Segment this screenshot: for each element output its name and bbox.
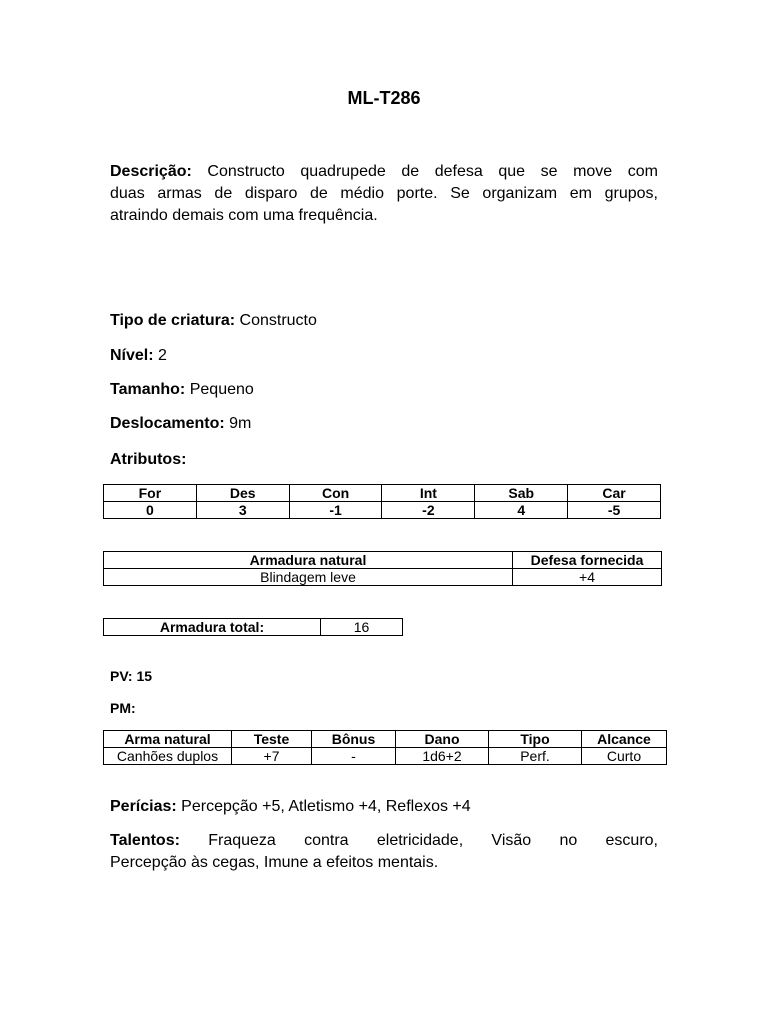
talents-label: Talentos: [110, 832, 180, 849]
mp-line [110, 697, 658, 719]
natural-armor-value: Blindagem leve [104, 569, 513, 586]
hp-line [110, 665, 658, 687]
weapon-header-test: Teste [232, 731, 312, 748]
talents-line-1 [110, 830, 658, 852]
defense-provided-value: +4 [513, 569, 662, 586]
natural-armor-row [104, 569, 662, 586]
mp-label: PM: [110, 700, 136, 716]
weapon-test: +7 [232, 748, 312, 765]
attr-value-int: -2 [382, 502, 475, 519]
description-line-1 [110, 161, 658, 183]
weapons-table [103, 730, 667, 765]
level-line [110, 345, 658, 367]
size-value: Pequeno [189, 381, 254, 398]
total-armor-label: Armadura total: [104, 619, 321, 636]
hp-value: 15 [136, 668, 153, 684]
natural-armor-header: Armadura natural [104, 552, 513, 569]
attr-header-con: Con [289, 485, 382, 502]
weapon-name: Canhões duplos [104, 748, 232, 765]
skills-label: Perícias: [110, 798, 177, 815]
hp-label: PV: [110, 668, 133, 684]
size-label: Tamanho: [110, 381, 186, 398]
attributes-label: Atributos: [110, 451, 187, 468]
movement-label: Deslocamento: [110, 415, 225, 432]
description-text-1: Constructo quadrupede de defesa que se move com [207, 163, 658, 180]
weapon-damage: 1d6+2 [396, 748, 489, 765]
level-label: Nível: [110, 347, 154, 364]
attributes-value-row [104, 502, 661, 519]
attr-header-car: Car [568, 485, 661, 502]
natural-armor-header-row [104, 552, 662, 569]
description-line-3: atraindo demais com uma frequência. [110, 207, 378, 224]
total-armor-row [104, 619, 403, 636]
weapon-header-damage: Dano [396, 731, 489, 748]
attr-value-con: -1 [289, 502, 382, 519]
attr-value-sab: 4 [475, 502, 568, 519]
description-label: Descrição: [110, 163, 192, 180]
attr-value-des: 3 [196, 502, 289, 519]
movement-line [110, 413, 658, 435]
level-value: 2 [158, 347, 167, 364]
weapon-range: Curto [582, 748, 667, 765]
talents-line-2: Percepção às cegas, Imune a efeitos mentais. [110, 854, 439, 871]
attr-header-for: For [104, 485, 197, 502]
weapon-header-natural: Arma natural [104, 731, 232, 748]
page-title: ML-T286 [347, 88, 421, 108]
attr-value-car: -5 [568, 502, 661, 519]
talents-text-1: Fraqueza contra eletricidade, Visão no escuro, [208, 832, 659, 849]
attr-header-sab: Sab [475, 485, 568, 502]
weapon-bonus: - [312, 748, 396, 765]
weapons-header-row [104, 731, 667, 748]
attributes-header-row [104, 485, 661, 502]
skills-line [110, 796, 658, 818]
creature-type-line [110, 310, 658, 332]
weapon-type: Perf. [489, 748, 582, 765]
skills-value: Percepção +5, Atletismo +4, Reflexos +4 [181, 798, 471, 815]
talents-paragraph [110, 830, 658, 874]
attributes-table [103, 484, 661, 519]
creature-type-value: Constructo [239, 312, 317, 329]
defense-provided-header: Defesa fornecida [513, 552, 662, 569]
attr-value-for: 0 [104, 502, 197, 519]
weapon-header-range: Alcance [582, 731, 667, 748]
description-line-2: duas armas de disparo de médio porte. Se organizam em grupos, [110, 185, 658, 202]
movement-value: 9m [229, 415, 252, 432]
size-line [110, 379, 658, 401]
natural-armor-table [103, 551, 662, 586]
creature-type-label: Tipo de criatura: [110, 312, 236, 329]
description-paragraph [110, 161, 658, 227]
total-armor-value: 16 [321, 619, 403, 636]
attr-header-int: Int [382, 485, 475, 502]
weapon-header-bonus: Bônus [312, 731, 396, 748]
attr-header-des: Des [196, 485, 289, 502]
weapons-row [104, 748, 667, 765]
weapon-header-type: Tipo [489, 731, 582, 748]
total-armor-table [103, 618, 403, 636]
